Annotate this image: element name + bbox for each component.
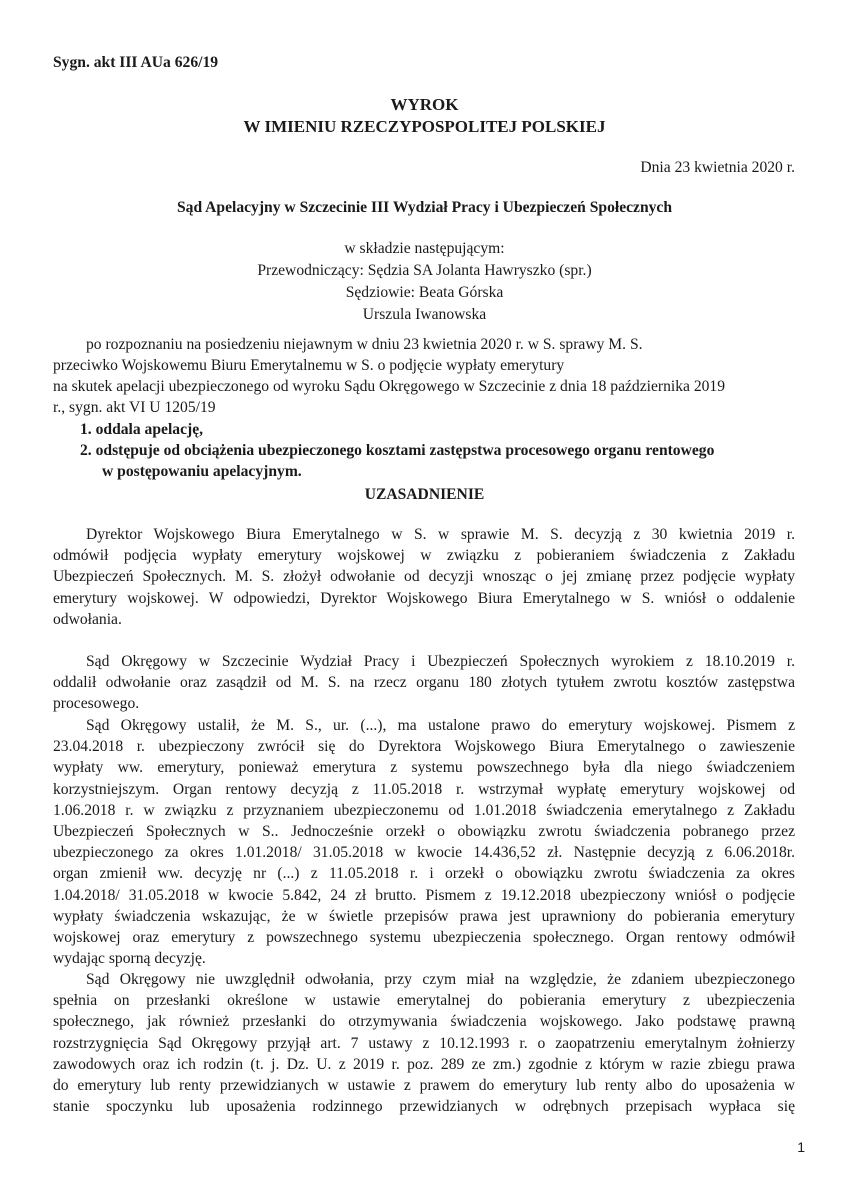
paragraph-4 [53,969,795,1117]
paragraph-line: odwołania. [53,610,122,628]
paragraph-line: społecznego, jak również przesłanki do otrzymywania świadczenia wojskowego. Jako podstawę prawną [53,1013,795,1031]
paragraph-line: 1.06.2018 r. w związku z przyznaniem ubezpieczonemu od 1.01.2018 świadczenia emerytalnego z Zakładu [53,801,795,819]
paragraph-line: do emerytury lub renty przewidzianych w ustawie z prawem do emerytury lub renty albo do uposażenia w [53,1077,795,1095]
proceedings-line2: przeciwko Wojskowemu Biuru Emerytalnemu w S. o podjęcie wypłaty emerytury [53,357,565,374]
page-number: 1 [797,1139,805,1156]
verdict-item-2-cont: w postępowaniu apelacyjnym. [102,463,302,480]
paragraph-line: Dyrektor Wojskowego Biura Emerytalnego w S. w sprawie M. S. decyzją z 30 kwietnia 2019 r. [86,526,795,543]
verdict-subtitle: W IMIENIU RZECZYPOSPOLITEJ POLSKIEJ [243,117,606,136]
paragraph-line: procesowego. [53,695,140,713]
paragraph-line: korzystniejszym. Organ rentowy decyzją z 11.05.2018 r. wstrzymał wypłatę emerytury wojskowej od [53,780,795,798]
case-number: Sygn. akt III AUa 626/19 [53,54,219,71]
paragraph-line: 1.04.2018/ 31.05.2018 w kwocie 5.842, 24 zł brutto. Pismem z 19.12.2018 ubezpieczony wniósł o podjęcie [53,886,795,904]
paragraph-line: 23.04.2018 r. ubezpieczony zwrócił się do Dyrektora Wojskowego Biura Emerytalnego o zawieszenie [53,738,795,756]
paragraph-line: Sąd Okręgowy nie uwzględnił odwołania, przy czym miał na względzie, że zdaniem ubezpieczonego [86,971,795,988]
proceedings-line4: r., sygn. akt VI U 1205/19 [53,399,216,416]
verdict-item-2: 2. odstępuje od obciążenia ubezpieczonego kosztami zastępstwa procesowego organu rentowego [80,442,715,459]
paragraph-3 [53,715,795,969]
proceedings-line3: na skutek apelacji ubezpieczonego od wyroku Sądu Okręgowego w Szczecinie z dnia 18 października 2019 [53,378,726,395]
paragraph-line: emerytury wojskowej. W odpowiedzi, Dyrektor Wojskowego Biura Emerytalnego w S. wniósł o oddalenie [53,589,795,607]
paragraph-line: zawodowych oraz ich rodzin (t. j. Dz. U. z 2019 r. poz. 289 ze zm.) zgodnie z którym w razie zbiegu prawa [53,1055,795,1073]
paragraph-line: odmówił podjęcia wypłaty emerytury wojskowej w związku z pobieraniem świadczenia z Zakładu [53,547,795,565]
paragraph-line: wypłaty ww. emerytury, ponieważ emerytura z systemu powszechnego była dla niego świadczeniem [53,759,795,777]
paragraph-line: stanie spoczynku lub uposażenia rodzinnego przewidzianych w odrębnych przepisach wypłaca się [53,1098,795,1116]
proceedings-line1: po rozpoznaniu na posiedzeniu niejawnym w dniu 23 kwietnia 2020 r. w S. sprawy M. S. [86,336,643,353]
court-composition [0,238,849,326]
composition-intro: w składzie następującym: [344,240,505,257]
paragraph-line: wydając sporną decyzję. [53,950,206,968]
paragraph-line: organ zmienił ww. decyzję nr (...) z 11.05.2018 r. i orzekł o obowiązku zwrotu świadczenia za okres [53,865,795,883]
justification-heading: UZASADNIENIE [364,486,485,503]
paragraph-line: Sąd Okręgowy w Szczecinie Wydział Pracy i Ubezpieczeń Społecznych wyrokiem z 18.10.2019 r. [86,653,795,670]
paragraph-line: rozstrzygnięcia Sąd Okręgowy przyjął art. 7 ustawy z 10.12.1993 r. o zaopatrzeniu emerytalnym żołnierzy [53,1034,795,1052]
composition-judges: Sędziowie: Beata Górska [345,284,504,301]
paragraph-line: wypłaty świadczenia wskazując, że w świetle przepisów prawa jest uprawniony do pobierania emerytury [53,907,795,925]
paragraph-line: Ubezpieczeń Społecznych. M. S. złożył odwołanie od decyzji wnosząc o jej zmianę przez podjęcie wypłaty [53,568,795,586]
paragraph-line: Sąd Okręgowy ustalił, że M. S., ur. (...), ma ustalone prawo do emerytury wojskowej. Pismem z [86,717,795,734]
verdict-date: Dnia 23 kwietnia 2020 r. [640,159,795,176]
paragraph-line: Ubezpieczeń Społecznych w S.. Jednocześnie orzekł o obowiązku zwrotu świadczenia pobranego przez [53,823,795,841]
paragraph-line: wojskowej oraz emerytury z powszechnego systemu ubezpieczenia społecznego. Organ rentowy odmówił [53,929,795,947]
paragraph-1 [53,524,795,630]
paragraph-2 [53,651,795,715]
verdict-title: WYROK [390,95,459,114]
paragraph-line: ubezpieczonego za okres 1.01.2018/ 31.05.2018 w kwocie 14.436,52 zł. Następnie decyzją z 6.06.2018r. [53,844,795,862]
paragraph-line: spełnia on przesłanki określone w ustawie emerytalnej do pobierania emerytury z ubezpieczenia [53,992,795,1010]
composition-chair: Przewodniczący: Sędzia SA Jolanta Hawryszko (spr.) [257,262,592,279]
court-name: Sąd Apelacyjny w Szczecinie III Wydział Pracy i Ubezpieczeń Społecznych [176,199,673,216]
verdict-item-1: 1. oddala apelację, [80,421,204,438]
paragraph-line: oddalił odwołanie oraz zasądził od M. S. na rzecz organu 180 złotych tytułem zwrotu kosztów zastępstwa [53,674,795,692]
composition-judge2: Urszula Iwanowska [362,306,487,323]
